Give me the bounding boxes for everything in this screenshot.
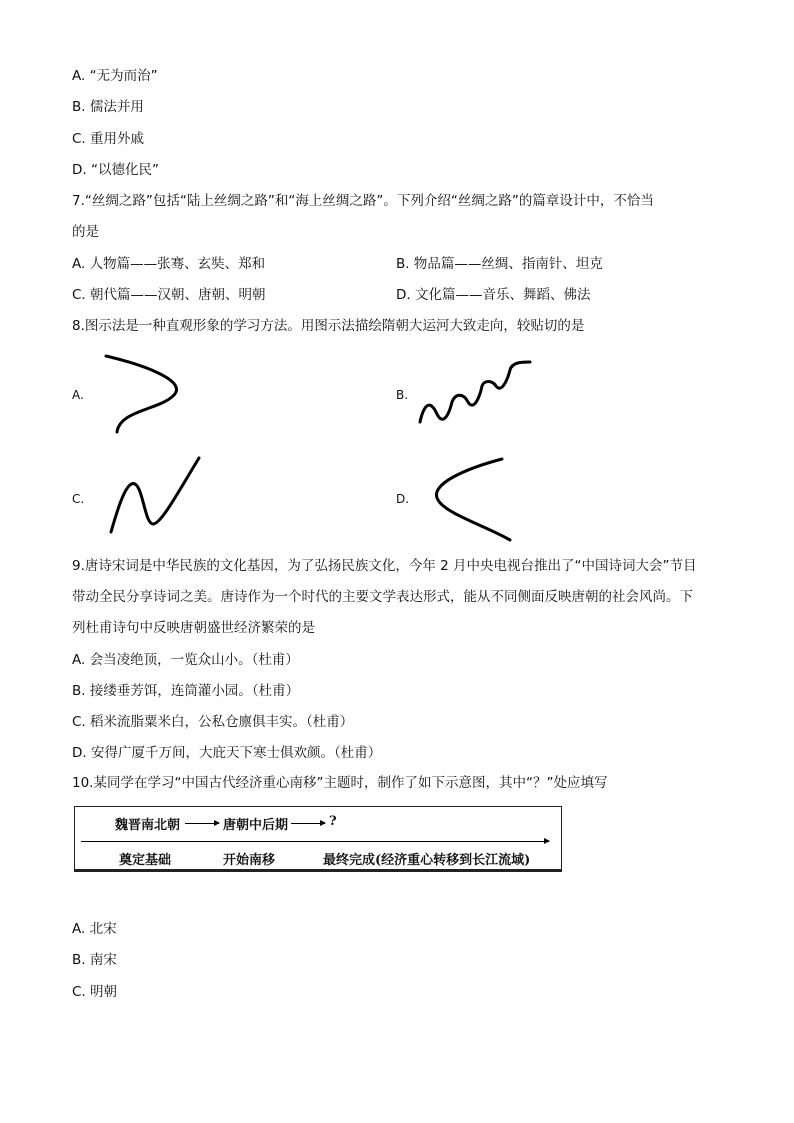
q6-option-c: C. 重用外戚 — [72, 131, 145, 147]
q10-option-b: B. 南宋 — [72, 952, 117, 968]
q8-option-b-label: B. — [396, 388, 409, 402]
q8-stem: 8.图示法是一种直观形象的学习方法。用图示法描绘隋朝大运河大致走向，较贴切的是 — [72, 318, 585, 334]
q8-option-b-wave-figure — [418, 356, 538, 431]
q9-stem-line2: 带动全民分享诗词之美。唐诗作为一个时代的主要文学表达形式，能从不同侧面反映唐朝的社会风尚。下 — [72, 589, 693, 605]
q7-stem-line2: 的是 — [72, 224, 99, 240]
q6-option-a: A. “无为而治” — [72, 68, 158, 84]
q8-option-d-label: D. — [396, 492, 410, 506]
q6-option-b: B. 儒法并用 — [72, 99, 144, 115]
q8-option-c-label: C. — [72, 492, 85, 506]
diagram-stage-3: 最终完成(经济重心转移到长江流域) — [323, 853, 531, 868]
q8-option-a-curve-figure — [100, 350, 190, 440]
diagram-period-3-question: ? — [329, 814, 337, 829]
diagram-stage-2: 开始南移 — [223, 853, 276, 868]
q8-option-a-label: A. — [72, 388, 84, 402]
q7-option-c: C. 朝代篇——汉朝、唐朝、明朝 — [72, 287, 266, 303]
q6-option-d: D. “以德化民” — [72, 162, 159, 178]
q10-option-a: A. 北宋 — [72, 921, 117, 937]
q9-option-a: A. 会当凌绝顶，一览众山小。（杜甫） — [72, 652, 299, 668]
q8-option-d-c-curve-figure — [428, 454, 518, 549]
diagram-arrow-2 — [291, 823, 325, 824]
q10-schematic-diagram — [74, 806, 562, 872]
q9-stem-line1: 9.唐诗宋词是中华民族的文化基因，为了弘扬民族文化，今年 2 月中央电视台推出了“中国诗词大会”节目 — [72, 558, 697, 574]
q9-option-d: D. 安得广厦千万间，大庇天下寒士俱欢颜。（杜甫） — [72, 745, 382, 761]
q9-option-c: C. 稻米流脂粟米白，公私仓廪俱丰实。（杜甫） — [72, 714, 354, 730]
diagram-period-1: 魏晋南北朝 — [115, 818, 181, 833]
q7-option-b: B. 物品篇——丝绸、指南针、坦克 — [396, 256, 603, 272]
q10-stem: 10.某同学在学习“中国古代经济重心南移”主题时，制作了如下示意图，其中“？”处应填写 — [72, 775, 608, 791]
q10-option-c: C. 明朝 — [72, 984, 118, 1000]
q9-stem-line3: 列杜甫诗句中反映唐朝盛世经济繁荣的是 — [72, 620, 315, 636]
q7-option-d: D. 文化篇——音乐、舞蹈、佛法 — [396, 287, 591, 303]
diagram-arrow-1 — [185, 823, 219, 824]
q7-stem-line1: 7.“丝绸之路”包括“陆上丝绸之路”和“海上丝绸之路”。下列介绍“丝绸之路”的篇章设计中，不恰当 — [72, 193, 654, 209]
diagram-timeline-arrow — [81, 841, 549, 842]
q8-option-c-n-curve-figure — [105, 454, 205, 539]
q9-option-b: B. 接缕垂芳饵，连筒灌小园。（杜甫） — [72, 683, 300, 699]
diagram-stage-1: 奠定基础 — [119, 853, 172, 868]
diagram-period-2: 唐朝中后期 — [223, 818, 289, 833]
q7-option-a: A. 人物篇——张骞、玄奘、郑和 — [72, 256, 266, 272]
